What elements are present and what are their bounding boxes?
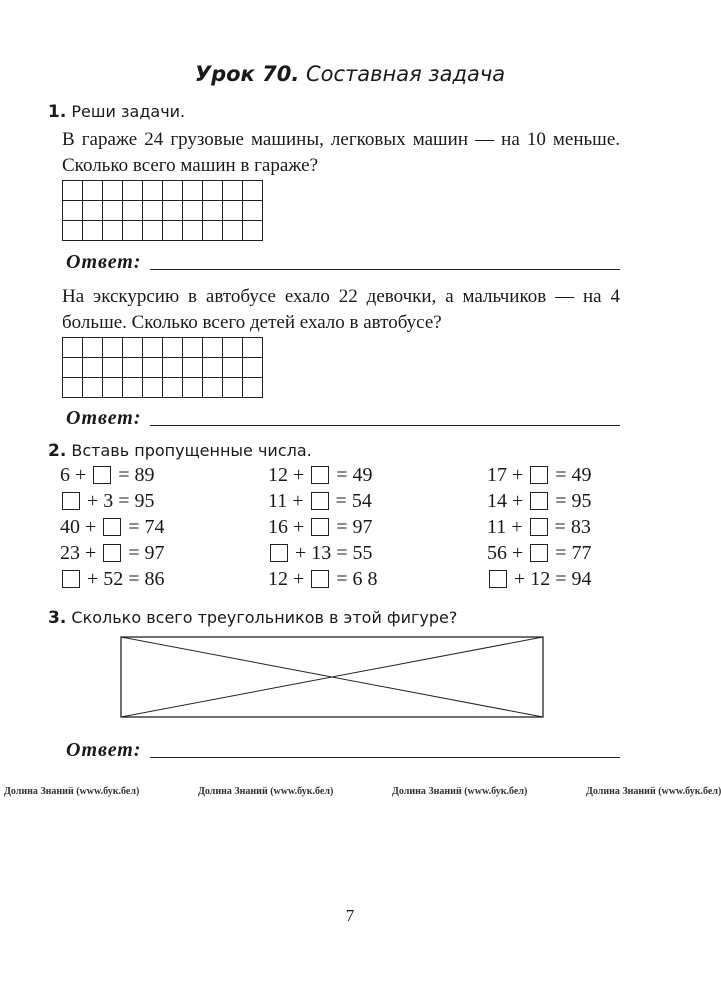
grid-cell[interactable] (203, 338, 223, 358)
grid-cell[interactable] (223, 338, 243, 358)
equation-before: 11 + (487, 515, 528, 538)
answer-box[interactable] (270, 544, 288, 562)
lesson-topic: Составная задача (299, 62, 506, 86)
grid-cell[interactable] (203, 181, 223, 201)
grid-cell[interactable] (163, 201, 183, 221)
grid-cell[interactable] (223, 201, 243, 221)
equation-before: 12 + (268, 567, 310, 590)
equation-item (60, 463, 155, 487)
lesson-title (0, 62, 700, 86)
answer-box[interactable] (311, 518, 329, 536)
grid-cell[interactable] (103, 378, 123, 398)
answer-box[interactable] (311, 570, 329, 588)
equation-after: = 83 (549, 515, 591, 538)
equation-after: + 13 = 55 (290, 541, 373, 564)
answer-box[interactable] (530, 544, 548, 562)
equation-item (60, 489, 155, 513)
grid-cell[interactable] (103, 221, 123, 241)
equation-before: 14 + (487, 489, 529, 512)
grid-cell[interactable] (143, 201, 163, 221)
equation-item (268, 567, 378, 591)
equation-item (268, 541, 373, 565)
answer-label-a: Ответ: (66, 251, 142, 273)
task2-heading (48, 441, 312, 461)
equation-item (268, 515, 373, 539)
answer-box[interactable] (311, 492, 329, 510)
answer-box[interactable] (93, 466, 111, 484)
grid-cell[interactable] (63, 201, 83, 221)
grid-cell[interactable] (223, 221, 243, 241)
grid-cell[interactable] (183, 201, 203, 221)
grid-cell[interactable] (83, 201, 103, 221)
equation-after: = 6 8 (331, 567, 378, 590)
grid-cell[interactable] (63, 221, 83, 241)
equation-after: = 49 (550, 463, 592, 486)
answer-label-c: Ответ: (66, 739, 142, 761)
task1-number: 1. (48, 102, 67, 122)
grid-cell[interactable] (243, 378, 263, 398)
answer-row-c (66, 734, 620, 762)
grid-cell[interactable] (243, 338, 263, 358)
equation-after: = 74 (123, 515, 165, 538)
answer-box[interactable] (311, 466, 329, 484)
answer-box[interactable] (530, 466, 548, 484)
equation-item (487, 541, 592, 565)
answer-box[interactable] (103, 518, 121, 536)
equation-item (60, 541, 165, 565)
watermark-text: Долина Знаний (www.бук.бел) (4, 786, 140, 797)
grid-cell[interactable] (163, 338, 183, 358)
watermark-text: Долина Знаний (www.бук.бел) (198, 786, 334, 797)
grid-cell[interactable] (143, 378, 163, 398)
grid-cell[interactable] (83, 181, 103, 201)
grid-cell[interactable] (243, 358, 263, 378)
task1-heading (48, 102, 185, 122)
grid-cell[interactable] (123, 221, 143, 241)
answer-line-b[interactable] (150, 425, 620, 426)
grid-cell[interactable] (123, 358, 143, 378)
task3-title: Сколько всего треугольников в этой фигуре? (71, 608, 458, 627)
task3-number: 3. (48, 608, 67, 628)
equation-item (60, 567, 165, 591)
equation-item (268, 463, 373, 487)
grid-cell[interactable] (203, 378, 223, 398)
grid-cell[interactable] (123, 338, 143, 358)
equation-after: + 3 = 95 (82, 489, 155, 512)
watermark-text: Долина Знаний (www.бук.бел) (392, 786, 528, 797)
watermark-text: Долина Знаний (www.бук.бел) (586, 786, 721, 797)
grid-cell[interactable] (223, 378, 243, 398)
equation-after: + 12 = 94 (509, 567, 592, 590)
answer-row-b (66, 402, 620, 430)
equation-after: = 97 (123, 541, 165, 564)
equation-before: 40 + (60, 515, 102, 538)
grid-cell[interactable] (183, 378, 203, 398)
task2-title: Вставь пропущенные числа. (71, 441, 312, 460)
grid-cell[interactable] (163, 378, 183, 398)
grid-cell[interactable] (143, 358, 163, 378)
grid-cell[interactable] (203, 221, 223, 241)
grid-cell[interactable] (183, 358, 203, 378)
grid-cell[interactable] (63, 338, 83, 358)
equation-before: 17 + (487, 463, 529, 486)
answer-box[interactable] (103, 544, 121, 562)
answer-line-c[interactable] (150, 757, 620, 758)
equation-after: = 49 (331, 463, 373, 486)
task3-heading (48, 608, 457, 628)
equation-before: 56 + (487, 541, 529, 564)
answer-row-a (66, 246, 620, 274)
grid-cell[interactable] (143, 181, 163, 201)
equation-item (487, 463, 592, 487)
grid-cell[interactable] (103, 201, 123, 221)
grid-cell[interactable] (123, 378, 143, 398)
grid-cell[interactable] (203, 201, 223, 221)
grid-cell[interactable] (183, 221, 203, 241)
equation-after: = 95 (550, 489, 592, 512)
problem-b-text: На экскурсию в автобусе ехало 22 девочки, а мальчиков — на 4 больше. Сколько всего детей ехало в автобусе? (62, 286, 620, 333)
equation-item (268, 489, 372, 513)
grid-cell[interactable] (143, 338, 163, 358)
solution-grid-b[interactable] (62, 337, 263, 398)
equation-before: 16 + (268, 515, 310, 538)
equation-item (487, 567, 592, 591)
equation-item (60, 515, 165, 539)
equation-after: + 52 = 86 (82, 567, 165, 590)
grid-cell[interactable] (103, 358, 123, 378)
grid-cell[interactable] (83, 338, 103, 358)
grid-cell[interactable] (103, 338, 123, 358)
problem-a-text: В гараже 24 грузовые машины, легковых машин — на 10 меньше. Сколько всего машин в гараже? (62, 129, 620, 176)
answer-box[interactable] (530, 518, 548, 536)
equation-before: 11 + (268, 489, 309, 512)
lesson-number: Урок 70. (194, 62, 300, 86)
grid-cell[interactable] (83, 358, 103, 378)
equation-after: = 54 (330, 489, 372, 512)
grid-cell[interactable] (183, 181, 203, 201)
grid-cell[interactable] (163, 181, 183, 201)
grid-cell[interactable] (163, 221, 183, 241)
grid-cell[interactable] (243, 201, 263, 221)
triangles-figure (120, 636, 544, 718)
grid-cell[interactable] (243, 181, 263, 201)
page-number: 7 (345, 906, 355, 925)
solution-grid-a[interactable] (62, 180, 263, 241)
grid-cell[interactable] (203, 358, 223, 378)
task2-number: 2. (48, 441, 67, 461)
grid-cell[interactable] (123, 181, 143, 201)
equation-before: 6 + (60, 463, 92, 486)
task1-title: Реши задачи. (71, 102, 186, 121)
grid-cell[interactable] (103, 181, 123, 201)
grid-cell[interactable] (163, 358, 183, 378)
grid-cell[interactable] (183, 338, 203, 358)
equation-after: = 89 (113, 463, 155, 486)
grid-cell[interactable] (83, 221, 103, 241)
answer-box[interactable] (62, 570, 80, 588)
answer-box[interactable] (530, 492, 548, 510)
grid-cell[interactable] (63, 358, 83, 378)
grid-cell[interactable] (123, 201, 143, 221)
equation-item (487, 515, 591, 539)
equation-before: 23 + (60, 541, 102, 564)
grid-cell[interactable] (83, 378, 103, 398)
answer-line-a[interactable] (150, 269, 620, 270)
equation-item (487, 489, 592, 513)
answer-box[interactable] (489, 570, 507, 588)
answer-label-b: Ответ: (66, 407, 142, 429)
grid-cell[interactable] (223, 358, 243, 378)
watermark-strip (0, 786, 721, 806)
answer-box[interactable] (62, 492, 80, 510)
equation-after: = 97 (331, 515, 373, 538)
grid-cell[interactable] (143, 221, 163, 241)
equation-before: 12 + (268, 463, 310, 486)
grid-cell[interactable] (63, 181, 83, 201)
grid-cell[interactable] (243, 221, 263, 241)
grid-cell[interactable] (63, 378, 83, 398)
grid-cell[interactable] (223, 181, 243, 201)
equation-after: = 77 (550, 541, 592, 564)
